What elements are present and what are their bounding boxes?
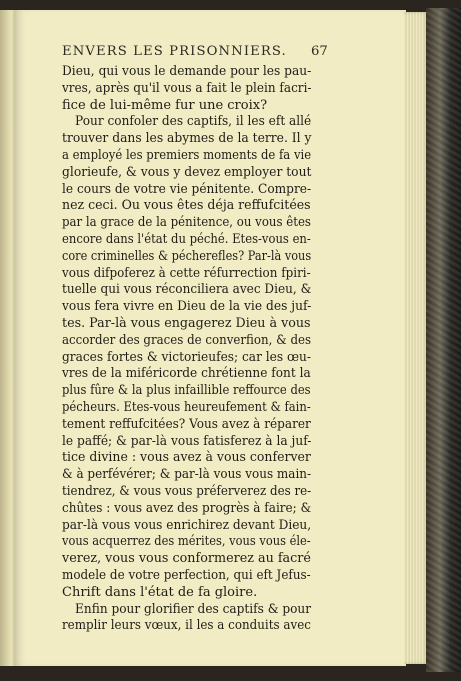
text-line: pécheurs. Etes-vous heureufement & fain- [62,399,311,415]
running-title: ENVERS LES PRISONNIERS. [62,44,287,59]
text-line: trouver dans les abymes de la terre. Il y [62,131,312,147]
text-line: le cours de votre vie pénitente. Compre- [62,181,312,197]
text-line: vres de la miféricorde chrétienne font la [62,366,311,382]
text-line: tement reffufcitées? Vous avez à réparer [62,416,311,432]
text-line: fice de lui-même fur une croix? [62,97,268,113]
text-line: modele de votre perfection, qui eft Jefus- [62,567,311,583]
text-line: tiendrez, & vous vous préferverez des re- [62,483,312,499]
page-edges [404,12,428,664]
text-line: vous acquerrez des mérites, vous vous éle- [62,534,311,550]
text-line: tes. Par-là vous engagerez Dieu à vous [62,315,311,331]
text-line: remplir leurs vœux, il les a conduits avec [62,618,311,634]
text-line: vres, après qu'il vous a fait le plein facri- [62,80,312,96]
text-line: a employé les premiers moments de fa vie [62,147,312,163]
text-line: Chrift dans l'état de fa gloire. [62,584,258,600]
text-line: par la grace de la pénitence, ou vous êtes [62,215,311,231]
body-text [62,64,311,635]
text-line: verez, vous vous conformerez au facré [62,551,311,567]
text-line: par-là vous vous enrichirez devant Dieu, [62,517,312,533]
text-line: accorder des graces de converfion, & des [62,332,312,348]
text-line: plus fûre & la plus infaillible reffource des [62,383,311,399]
text-line: encore dans l'état du péché. Etes-vous en- [62,231,311,247]
text-line: & à perfévérer; & par-là vous vous main- [62,467,312,483]
page-number: 67 [311,44,328,59]
marbled-cover [426,8,461,672]
text-line: chûtes : vous avez des progrès à faire; & [62,500,312,516]
text-line: Dieu, qui vous le demande pour les pau- [62,64,312,79]
text-line: nez ceci. Ou vous êtes déja reffufcitées [62,198,311,214]
text-line: core criminelles & pécherefles? Par-là vous [62,248,312,264]
text-line: tuelle qui vous réconciliera avec Dieu, & [62,282,312,298]
text-line: vous fera vivre en Dieu de la vie des juf- [62,299,312,315]
text-line: le paffé; & par-là vous fatisferez à la juf- [62,433,312,449]
text-line: glorieufe, & vous y devez employer tout [62,164,312,180]
text-line: graces fortes & victorieufes; car les œu- [62,349,311,365]
text-line: tice divine : vous avez à vous conferver [62,450,311,466]
text-line: Pour confoler des captifs, il les eft allé [75,114,312,130]
text-line: vous difpoferez à cette réfurrection fpiri- [62,265,311,281]
text-line: Enfin pour glorifier des captifs & pour [75,601,312,617]
